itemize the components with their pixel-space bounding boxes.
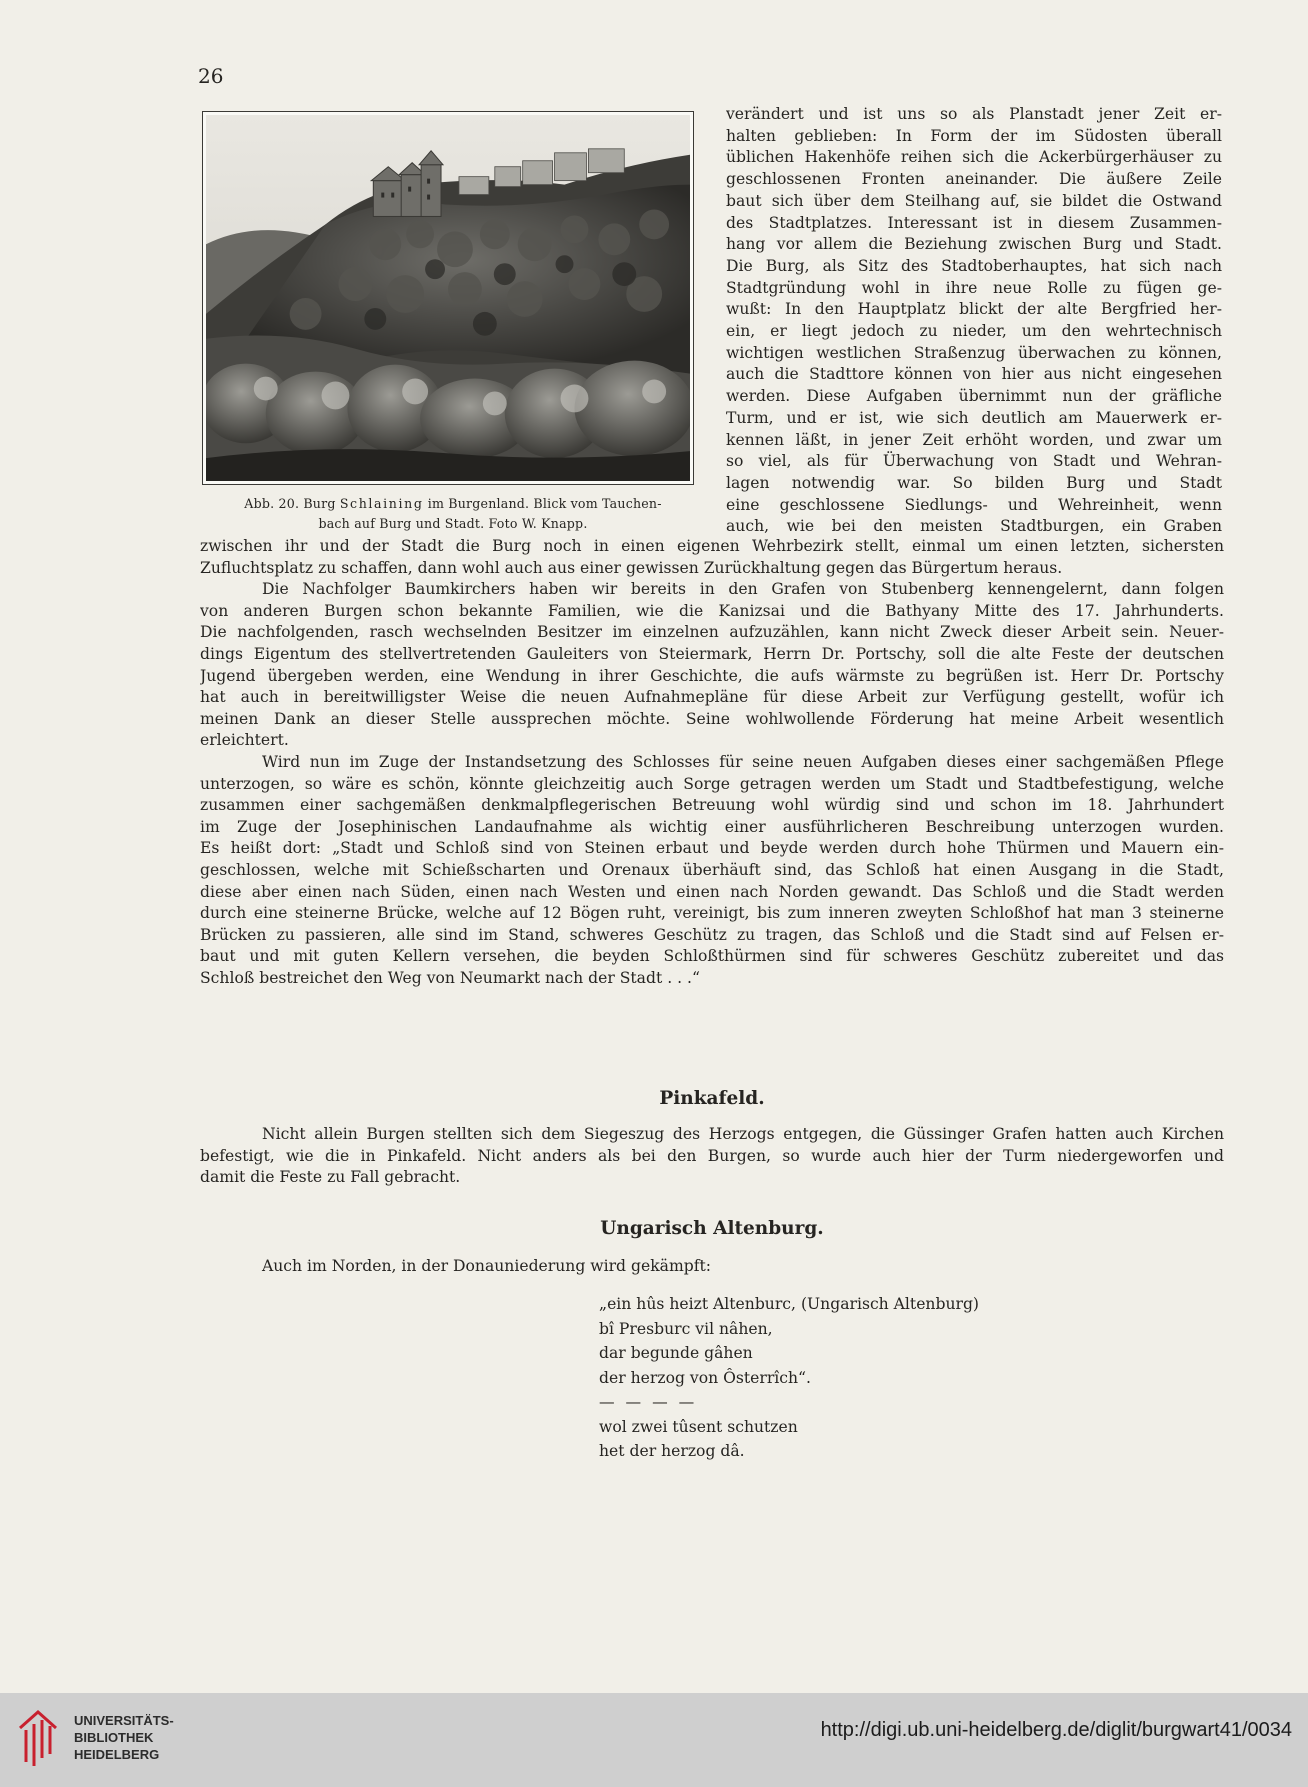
text-line: meinen Dank an dieser Stelle aussprechen möchte. Seine wohlwollende Förderung hat meine Arbeit wesentlich (200, 709, 1224, 728)
verse-line: bî Presburc vil nâhen, (599, 1319, 773, 1338)
text-line: baut sich über dem Steilhang auf, sie bildet die Ostwand (726, 191, 1222, 210)
caption-rest: im Burgenland. Blick vom Tauchen- (427, 496, 662, 511)
logo-line: HEIDELBERG (74, 1747, 160, 1762)
text-line: befestigt, wie die in Pinkafeld. Nicht anders als bei den Burgen, so wurde auch hier der Turm niedergeworfen und (200, 1146, 1224, 1165)
verse-line: dar begunde gâhen (599, 1344, 753, 1362)
text-line: Wird nun im Zuge der Instandsetzung des Schlosses für seine neuen Aufgaben dieses einer sachgemäßen Pflege (262, 752, 1224, 771)
text-line: geschlossen, welche mit Schießscharten und Orenaux überhäuft sind, das Schloß hat einen Ausgang in die Stadt, (200, 860, 1224, 879)
text-line: von anderen Burgen schon bekannte Familien, wie die Kanizsai und die Bathyany Mitte des 17. Jahrhunderts. (200, 601, 1224, 620)
text-line: zusammen einer sachgemäßen denkmalpflegerischen Betreuung wohl würdig sind und schon im 18. Jahrhundert (200, 796, 1224, 815)
text-line: geschlossenen Fronten aneinander. Die äußere Zeile (726, 170, 1222, 189)
section-heading-pinkafeld: Pinkafeld. (659, 1088, 765, 1109)
verse-line: wol zwei tûsent schutzen (599, 1417, 798, 1436)
text-line: Brücken zu passieren, alle sind im Stand, schweres Geschütz zu tragen, das Schloß und die Stadt sind auf Felsen er- (200, 925, 1224, 944)
text-line: damit die Feste zu Fall gebracht. (200, 1168, 461, 1187)
text-line: wußt: In den Hauptplatz blickt der alte Bergfried her- (726, 300, 1222, 319)
text-line: Die nachfolgenden, rasch wechselnden Besitzer im einzelnen aufzuzählen, kann nicht Zweck dieser Arbeit sein. Neuer- (200, 623, 1224, 642)
text-line: auch die Stadttore können von hier aus nicht eingesehen (726, 365, 1222, 384)
text-line: hat auch in bereitwilligster Weise die neuen Aufnahmepläne für diese Arbeit zur Verfügung gestellt, wofür ich (200, 688, 1224, 707)
caption-place: Schlaining (339, 496, 424, 511)
text-line: diese aber einen nach Süden, einen nach Westen und einen nach Norden gewandt. Das Schloß und die Stadt werden (200, 882, 1224, 901)
caption-prefix: Abb. 20. Burg (244, 496, 336, 511)
text-line: Turm, und er ist, wie sich deutlich am Mauerwerk er- (726, 408, 1222, 427)
text-line: wichtigen westlichen Straßenzug überwachen zu können, (726, 343, 1222, 362)
text-line: Es heißt dort: „Stadt und Schloß sind von Steinen erbaut und beyde werden durch hohe Thürmen und Mauern ein- (200, 839, 1224, 858)
text-line: hang vor allem die Beziehung zwischen Burg und Stadt. (726, 235, 1222, 254)
castle-landscape-photo (206, 115, 690, 481)
text-line: eine geschlossene Siedlungs- und Wehreinheit, wenn (726, 495, 1222, 514)
text-line: erleichtert. (200, 731, 289, 750)
footer-bar (0, 1693, 1308, 1787)
text-line: werden. Diese Aufgaben übernimmt nun der gräfliche (726, 387, 1222, 406)
figure-photo (202, 111, 694, 485)
verse-quote (599, 1292, 1079, 1464)
logo-line: UNIVERSITÄTS- (74, 1713, 174, 1728)
text-line: baut und mit guten Kellern versehen, die beyden Schloßthürmen sind für schweres Geschütz zubereitet und das (200, 947, 1224, 966)
pinkafeld-text (200, 1124, 1224, 1189)
text-line: ein, er liegt jedoch zu nieder, um den wehrtechnisch (726, 322, 1222, 341)
text-line: lagen notwendig war. So bilden Burg und Stadt (726, 473, 1222, 492)
text-line: des Stadtplatzes. Interessant ist in diesem Zusammen- (726, 213, 1222, 232)
caption-line-2: bach auf Burg und Stadt. Foto W. Knapp. (318, 516, 588, 531)
verse-separator: — — — — (599, 1393, 698, 1411)
text-line: unterzogen, so wäre es schön, könnte gleichzeitig auch Sorge getragen werden um Stadt und Stadtbefestigung, welche (200, 774, 1224, 793)
text-line: so viel, als für Überwachung von Stadt und Wehran- (726, 452, 1222, 471)
text-line: durch eine steinerne Brücke, welche auf 12 Bögen ruht, vereinigt, bis zum inneren zweyten Schloßhof hat man 3 steinerne (200, 904, 1224, 923)
text-line: auch, wie bei den meisten Stadtburgen, ein Graben (726, 517, 1222, 536)
text-line: kennen läßt, in jener Zeit erhöht worden, und zwar um (726, 430, 1222, 449)
verse-line: het der herzog dâ. (599, 1442, 745, 1460)
altenburg-intro: Auch im Norden, in der Donauniederung wird gekämpft: (262, 1257, 711, 1275)
library-logo-text[interactable] (74, 1712, 174, 1763)
source-url-link[interactable]: http://digi.ub.uni-heidelberg.de/diglit/burgwart41/0034 (820, 1719, 1292, 1741)
library-logo-icon[interactable] (14, 1708, 62, 1768)
text-line: verändert und ist uns so als Planstadt jener Zeit er- (726, 105, 1222, 123)
verse-line: „ein hûs heizt Altenburc, (Ungarisch Altenburg) (599, 1295, 980, 1313)
page-number: 26 (198, 64, 224, 88)
text-line: Die Nachfolger Baumkirchers haben wir bereits in den Grafen von Stubenberg kennengelernt, dann folgen (262, 580, 1224, 599)
section-heading-altenburg: Ungarisch Altenburg. (600, 1218, 824, 1239)
text-line: Die Burg, als Sitz des Stadtoberhauptes, hat sich nach (726, 256, 1222, 275)
text-line: Stadtgründung wohl in ihre neue Rolle zu fügen ge- (726, 278, 1222, 297)
text-line: Jugend übergeben werden, eine Wendung in ihrer Geschichte, die aufs wärmste zu begrüßen ist. Herr Dr. Portschy (200, 666, 1224, 685)
text-line: zwischen ihr und der Stadt die Burg noch in einen eigenen Wehrbezirk stellt, einmal um einen letzten, sichersten (200, 537, 1224, 555)
text-column-right (726, 104, 1222, 538)
verse-line: der herzog von Ôsterrîch“. (599, 1368, 811, 1387)
text-line: dings Eigentum des stellvertretenden Gauleiters von Steiermark, Herrn Dr. Portschy, soll die alte Feste der deutschen (200, 644, 1224, 663)
text-line: halten geblieben: In Form der im Südosten überall (726, 126, 1222, 145)
logo-line: BIBLIOTHEK (74, 1730, 154, 1745)
text-line: üblichen Hakenhöfe reihen sich die Ackerbürgerhäuser zu (726, 148, 1222, 167)
text-line: Schloß bestreichet den Weg von Neumarkt nach der Stadt . . .“ (200, 968, 700, 987)
figure-caption (198, 494, 708, 534)
text-line: im Zuge der Josephinischen Landaufnahme als wichtig einer ausführlicheren Beschreibung unterzogen wurden. (200, 817, 1224, 836)
text-line: Nicht allein Burgen stellten sich dem Siegeszug des Herzogs entgegen, die Güssinger Grafen hatten auch Kirchen (262, 1125, 1224, 1143)
body-text (200, 536, 1224, 989)
text-line: Zufluchtsplatz zu schaffen, dann wohl auch aus einer gewissen Zurückhaltung gegen das Bürgertum heraus. (200, 558, 1063, 577)
